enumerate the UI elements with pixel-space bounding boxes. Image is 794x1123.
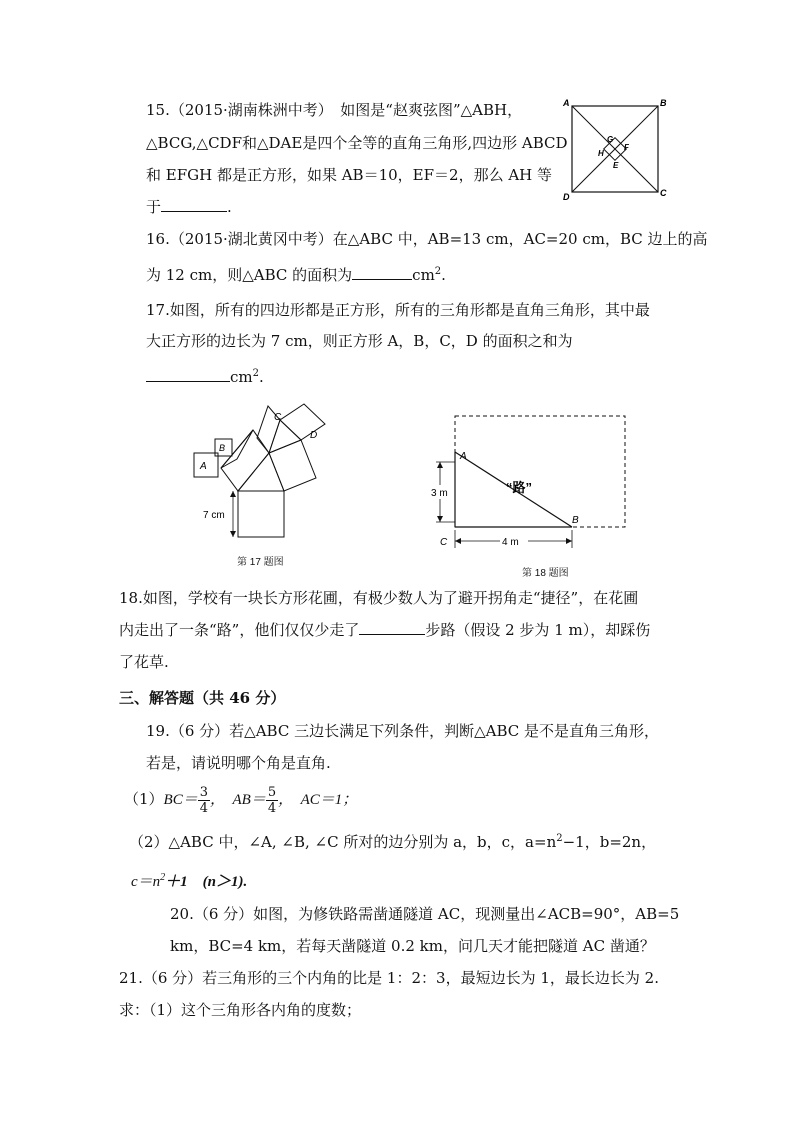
q21-line1: 21.（6 分）若三角形的三个内角的比是 1：2：3，最短边长为 1，最长边长为 2.	[119, 969, 659, 987]
q20-line2: km，BC=4 km，若每天凿隧道 0.2 km，问几天才能把隧道 AC 凿通？	[170, 937, 655, 955]
q16-unit: cm	[412, 266, 435, 284]
q18-line1: 18.如图，学校有一块长方形花圃，有极少数人为了避开拐角走“捷径”，在花圃	[119, 589, 639, 607]
q18-figure	[420, 408, 640, 558]
q16-line2-pre: 为 12 cm，则△ABC 的面积为	[146, 266, 353, 284]
label-f: F	[624, 143, 629, 152]
q19-p1-ab-den: 4	[267, 800, 277, 816]
q17-line1: 17.如图，所有的四边形都是正方形，所有的三角形都是直角三角形，其中最	[146, 301, 650, 319]
q19-part1	[124, 783, 357, 816]
q17-line2: 大正方形的边长为 7 cm，则正方形 A，B，C，D 的面积之和为	[146, 332, 573, 350]
label-4m: 4 m	[502, 537, 519, 548]
label-7cm: 7 cm	[203, 510, 225, 521]
q17-figure-caption: 第 17 题图	[237, 557, 284, 568]
label-square-c: C	[274, 412, 282, 423]
q16-unit-sup: 2	[434, 266, 442, 277]
q15-answer-blank[interactable]	[161, 197, 227, 212]
q19-line1: 19.（6 分）若△ABC 三边长满足下列条件，判断△ABC 是不是直角三角形，	[146, 722, 659, 740]
q15-line4-post: .	[227, 198, 232, 216]
q19-p2-c: c＝n	[131, 874, 161, 890]
q19-p1-bc-den: 4	[199, 800, 208, 816]
q18-answer-blank[interactable]	[359, 620, 425, 635]
q19-p2-sup: 2	[556, 833, 563, 844]
q16-line2	[146, 262, 446, 285]
label-b: B	[660, 98, 667, 108]
arrow-4m-right	[566, 538, 572, 544]
q19-p2-end: −1，b=2n，	[562, 833, 657, 851]
q19-p1-ab-num: 5	[267, 784, 277, 800]
garden-rect	[455, 416, 625, 527]
q19-p1-ab: ， AB＝	[210, 792, 266, 808]
big-triangle	[238, 453, 284, 491]
q16-line1: 16.（2015·湖北黄冈中考）在△ABC 中，AB=13 cm，AC=20 cm，BC 边上的高	[146, 230, 708, 248]
label-square-b: B	[219, 443, 226, 453]
arrow-up	[230, 491, 236, 497]
label-3m: 3 m	[431, 488, 448, 499]
q19-p1-ab-frac	[266, 785, 278, 816]
right-mid-square	[269, 440, 316, 491]
label-square-a: A	[200, 461, 207, 472]
q18-line3: 了花草.	[119, 653, 169, 671]
square-7cm	[238, 491, 284, 537]
q19-line2: 若是，请说明哪个角是直角.	[146, 754, 331, 772]
square-d	[280, 404, 325, 440]
q21-line2: 求：（1）这个三角形各内角的度数；	[119, 1001, 362, 1019]
q19-p1-ac: ， AC＝1；	[278, 792, 358, 808]
arrow-down	[230, 531, 236, 537]
q19-p1-bc-num: 3	[199, 784, 208, 800]
q18-line2-pre: 内走出了一条“路”，他们仅仅少走了	[119, 621, 360, 639]
label-point-c: C	[440, 537, 448, 548]
left-triangle	[221, 430, 253, 468]
label-a: A	[563, 98, 570, 108]
label-d: D	[563, 192, 570, 202]
q19-p1-label: （1）	[124, 790, 164, 808]
label-road: “路”	[506, 480, 533, 495]
arrow-3m-down	[437, 516, 443, 522]
q18-figure-caption: 第 18 题图	[522, 568, 569, 579]
label-g: G	[607, 135, 614, 144]
q15-figure	[560, 96, 670, 206]
q19-p2-text: （2）△ABC 中，∠A, ∠B, ∠C 所对的边分别为 a，b，c，a=n	[129, 833, 557, 851]
label-point-a: A	[460, 451, 467, 462]
q19-p2-c-sup: 2	[160, 872, 166, 883]
label-e: E	[613, 161, 619, 170]
arrow-4m-left	[455, 538, 461, 544]
q18-line2-post: 步路（假设 2 步为 1 m），却踩伤	[425, 621, 651, 639]
q16-end: .	[441, 266, 446, 284]
q20-line1: 20.（6 分）如图，为修铁路需凿通隧道 AC，现测量出∠ACB=90°，AB=5	[170, 905, 680, 923]
q15-line3: 和 EFGH 都是正方形，如果 AB＝10，EF＝2，那么 AH 等	[146, 166, 553, 184]
q16-answer-blank[interactable]	[352, 265, 412, 280]
q19-p1-bc: BC＝	[163, 792, 198, 808]
q18-line2	[119, 620, 650, 640]
q19-p2-c-end: ＋1 (n＞1).	[165, 874, 248, 890]
q17-unit-sup: 2	[252, 368, 259, 379]
q17-figure	[180, 398, 350, 546]
q19-p1-bc-frac	[198, 785, 210, 816]
label-square-d: D	[310, 430, 318, 441]
q17-unit: cm	[230, 368, 253, 386]
section3-title: 三、解答题（共 46 分）	[119, 689, 286, 707]
label-c: C	[660, 188, 667, 198]
q15-line4	[146, 197, 232, 217]
arrow-3m-up	[437, 462, 443, 468]
label-point-b: B	[572, 515, 579, 526]
q15-line2: △BCG,△CDF和△DAE是四个全等的直角三角形,四边形 ABCD	[146, 134, 568, 152]
q15-line1: 15.（2015·湖南株洲中考） 如图是“赵爽弦图”△ABH，	[146, 101, 523, 119]
q15-line4-pre: 于	[146, 198, 162, 216]
q19-part2-line2	[131, 868, 247, 892]
q17-end: .	[259, 368, 264, 386]
q17-answer-blank[interactable]	[146, 367, 230, 382]
q17-line3	[146, 364, 264, 387]
label-h: H	[598, 149, 604, 158]
q19-part2-line1	[129, 829, 656, 852]
